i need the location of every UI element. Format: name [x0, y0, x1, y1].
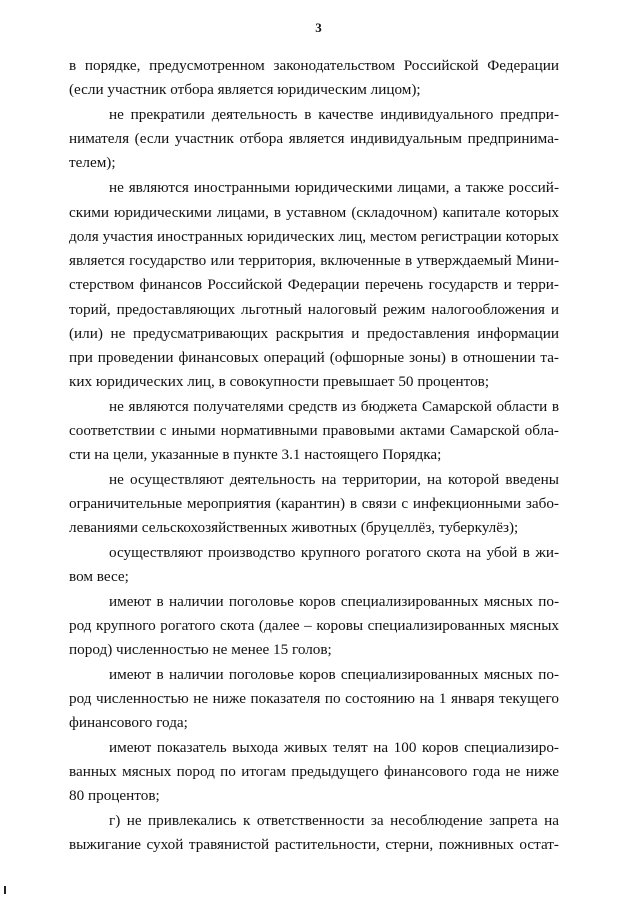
- text-line: является государство или территория, включенные в утверждаемый Мини-: [69, 252, 559, 269]
- text-line: выжигание сухой травянистой растительности, стерни, пожнивных остат-: [69, 836, 559, 853]
- text-line: род численностью не ниже показателя по состоянию на 1 января текущего: [69, 690, 559, 707]
- page-number: 3: [315, 20, 322, 35]
- text-line: нимателя (если участник отбора является индивидуальным предпринима-: [69, 130, 559, 147]
- text-line: леваниями сельскохозяйственных животных (бруцеллёз, туберкулёз);: [69, 519, 519, 536]
- text-line: (или) не предусматривающих раскрытия и предоставления информации: [69, 325, 559, 342]
- text-line: имеют в наличии поголовье коров специализированных мясных по-: [109, 593, 559, 610]
- text-line: сти на цели, указанные в пункте 3.1 настоящего Порядка;: [69, 446, 442, 463]
- text-line: стерством финансов Российской Федерации перечень государств и терри-: [69, 276, 559, 293]
- text-line: род крупного рогатого скота (далее – коровы специализированных мясных: [69, 617, 559, 634]
- text-line: (если участник отбора является юридическим лицом);: [69, 81, 421, 98]
- text-line: ограничительные мероприятия (карантин) в связи с инфекционными забо-: [69, 495, 559, 512]
- text-line: ких юридических лиц, в совокупности превышает 50 процентов;: [69, 373, 490, 390]
- text-line: имеют в наличии поголовье коров специализированных мясных по-: [109, 666, 559, 683]
- text-line: доля участия иностранных юридических лиц, местом регистрации которых: [69, 228, 559, 245]
- text-line: г) не привлекались к ответственности за несоблюдение запрета на: [109, 812, 559, 829]
- text-line: соответствии с иными нормативными правовыми актами Самарской обла-: [69, 422, 559, 439]
- text-line: вом весе;: [69, 568, 129, 585]
- text-line: осуществляют производство крупного рогатого скота на убой в жи-: [109, 544, 559, 561]
- text-line: при проведении финансовых операций (офшорные зоны) в отношении та-: [69, 349, 559, 366]
- text-line: имеют показатель выхода живых телят на 100 коров специализиро-: [109, 739, 559, 756]
- text-line: ванных мясных пород по итогам предыдущего финансового года не ниже: [69, 763, 559, 780]
- text-line: торий, предоставляющих льготный налоговый режим налогообложения и: [69, 301, 559, 318]
- text-line: пород) численностью не менее 15 голов;: [69, 641, 332, 658]
- text-line: не прекратили деятельность в качестве индивидуального предпри-: [109, 106, 559, 123]
- text-line: скими юридическими лицами, в уставном (складочном) капитале которых: [69, 204, 559, 221]
- text-line: финансового года;: [69, 714, 188, 731]
- scan-mark: [4, 886, 6, 894]
- text-line: телем);: [69, 154, 116, 171]
- text-line: не являются получателями средств из бюджета Самарской области в: [109, 398, 559, 415]
- text-line: в порядке, предусмотренном законодательством Российской Федерации: [69, 57, 559, 74]
- text-line: 80 процентов;: [69, 787, 160, 804]
- text-line: не осуществляют деятельность на территории, на которой введены: [109, 471, 559, 488]
- text-line: не являются иностранными юридическими лицами, а также россий-: [109, 179, 559, 196]
